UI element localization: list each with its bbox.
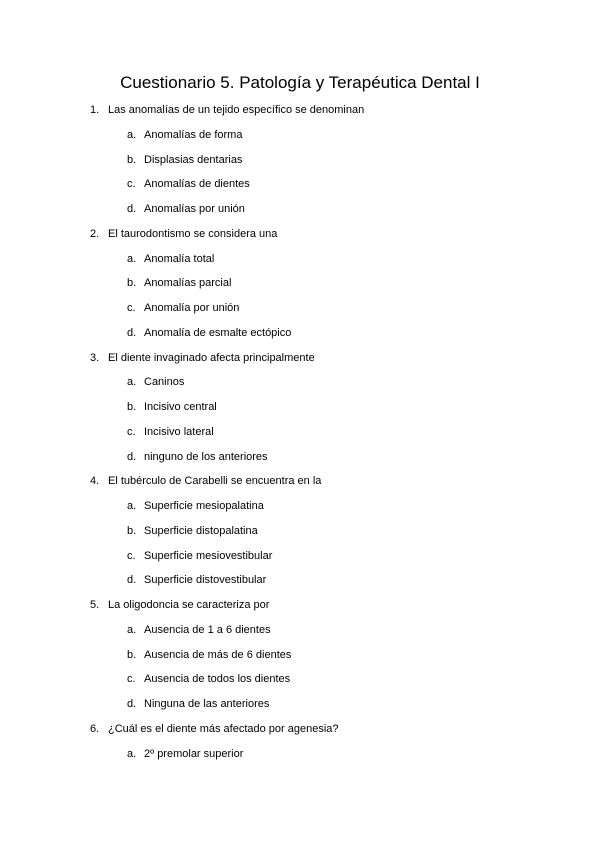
option-text: Anomalía de esmalte ectópico [144,326,292,339]
answer-option [0,126,600,151]
answer-option [0,745,600,770]
option-text: Ausencia de 1 a 6 dientes [144,623,271,636]
answer-option [0,324,600,349]
option-text: Ausencia de todos los dientes [144,673,291,686]
question [0,225,600,250]
question-number: 5. [90,599,100,611]
option-letter: a. [127,747,137,760]
answer-option [0,175,600,200]
answer-option [0,695,600,720]
option-letter: a. [127,500,137,512]
option-letter: d. [127,574,137,587]
option-text: Incisivo central [144,401,217,413]
option-text: Caninos [144,376,185,389]
question-number: 6. [90,722,100,735]
answer-option [0,423,600,448]
option-letter: d. [127,698,137,710]
question-list [0,101,600,769]
question [0,349,600,374]
option-letter: c. [127,425,136,438]
option-letter: d. [127,203,137,215]
question [0,101,600,126]
option-text: Anomalías de forma [144,128,243,141]
option-letter: b. [127,524,137,537]
option-text: Displasias dentarias [144,153,243,166]
question-text: El tubérculo de Carabelli se encuentra en la [108,475,322,488]
option-text: Incisivo lateral [144,425,214,438]
option-text: Anomalías parcial [144,277,232,290]
question [0,472,600,497]
answer-option [0,646,600,671]
answer-option [0,299,600,324]
answer-option [0,398,600,423]
question [0,720,600,745]
option-text: Superficie mesiopalatina [144,500,264,512]
answer-option [0,250,600,275]
answer-option [0,373,600,398]
option-text: Anomalía total [144,252,215,265]
option-letter: c. [127,673,136,686]
option-letter: b. [127,153,137,166]
option-text: Superficie distovestibular [144,574,267,587]
option-letter: a. [127,623,137,636]
option-letter: d. [127,326,137,339]
question-text: El diente invaginado afecta principalmente [108,351,315,364]
answer-option [0,547,600,572]
answer-option [0,200,600,225]
question [0,596,600,621]
option-text: Anomalías por unión [144,203,245,215]
option-text: ninguno de los anteriores [144,450,268,463]
answer-option [0,274,600,299]
option-letter: b. [127,401,137,413]
option-letter: c. [127,178,136,191]
answer-option [0,151,600,176]
option-letter: c. [127,549,136,562]
option-letter: b. [127,277,137,290]
option-text: Ausencia de más de 6 dientes [144,648,292,661]
option-text: Superficie distopalatina [144,524,258,537]
option-text: Superficie mesiovestibular [144,549,273,562]
option-letter: a. [127,128,137,141]
answer-option [0,497,600,522]
answer-option [0,670,600,695]
option-letter: b. [127,648,137,661]
option-text: Anomalía por unión [144,302,240,314]
question-number: 3. [90,351,100,364]
question-number: 1. [90,104,100,116]
answer-option [0,522,600,547]
question-text: ¿Cuál es el diente más afectado por agenesia? [108,722,339,735]
answer-option [0,448,600,473]
question-number: 4. [90,475,100,488]
option-text: 2º premolar superior [144,747,244,760]
question-text: Las anomalías de un tejido específico se denominan [108,104,365,116]
option-letter: c. [127,302,136,314]
question-text: La oligodoncia se caracteriza por [108,599,270,611]
answer-option [0,621,600,646]
option-letter: d. [127,450,137,463]
option-letter: a. [127,376,137,389]
answer-option [0,571,600,596]
document-title: Cuestionario 5. Patología y Terapéutica Dental I [120,73,480,92]
option-letter: a. [127,252,137,265]
option-text: Anomalías de dientes [144,178,250,191]
option-text: Ninguna de las anteriores [144,698,270,710]
question-number: 2. [90,227,100,240]
question-text: El taurodontismo se considera una [108,227,278,240]
